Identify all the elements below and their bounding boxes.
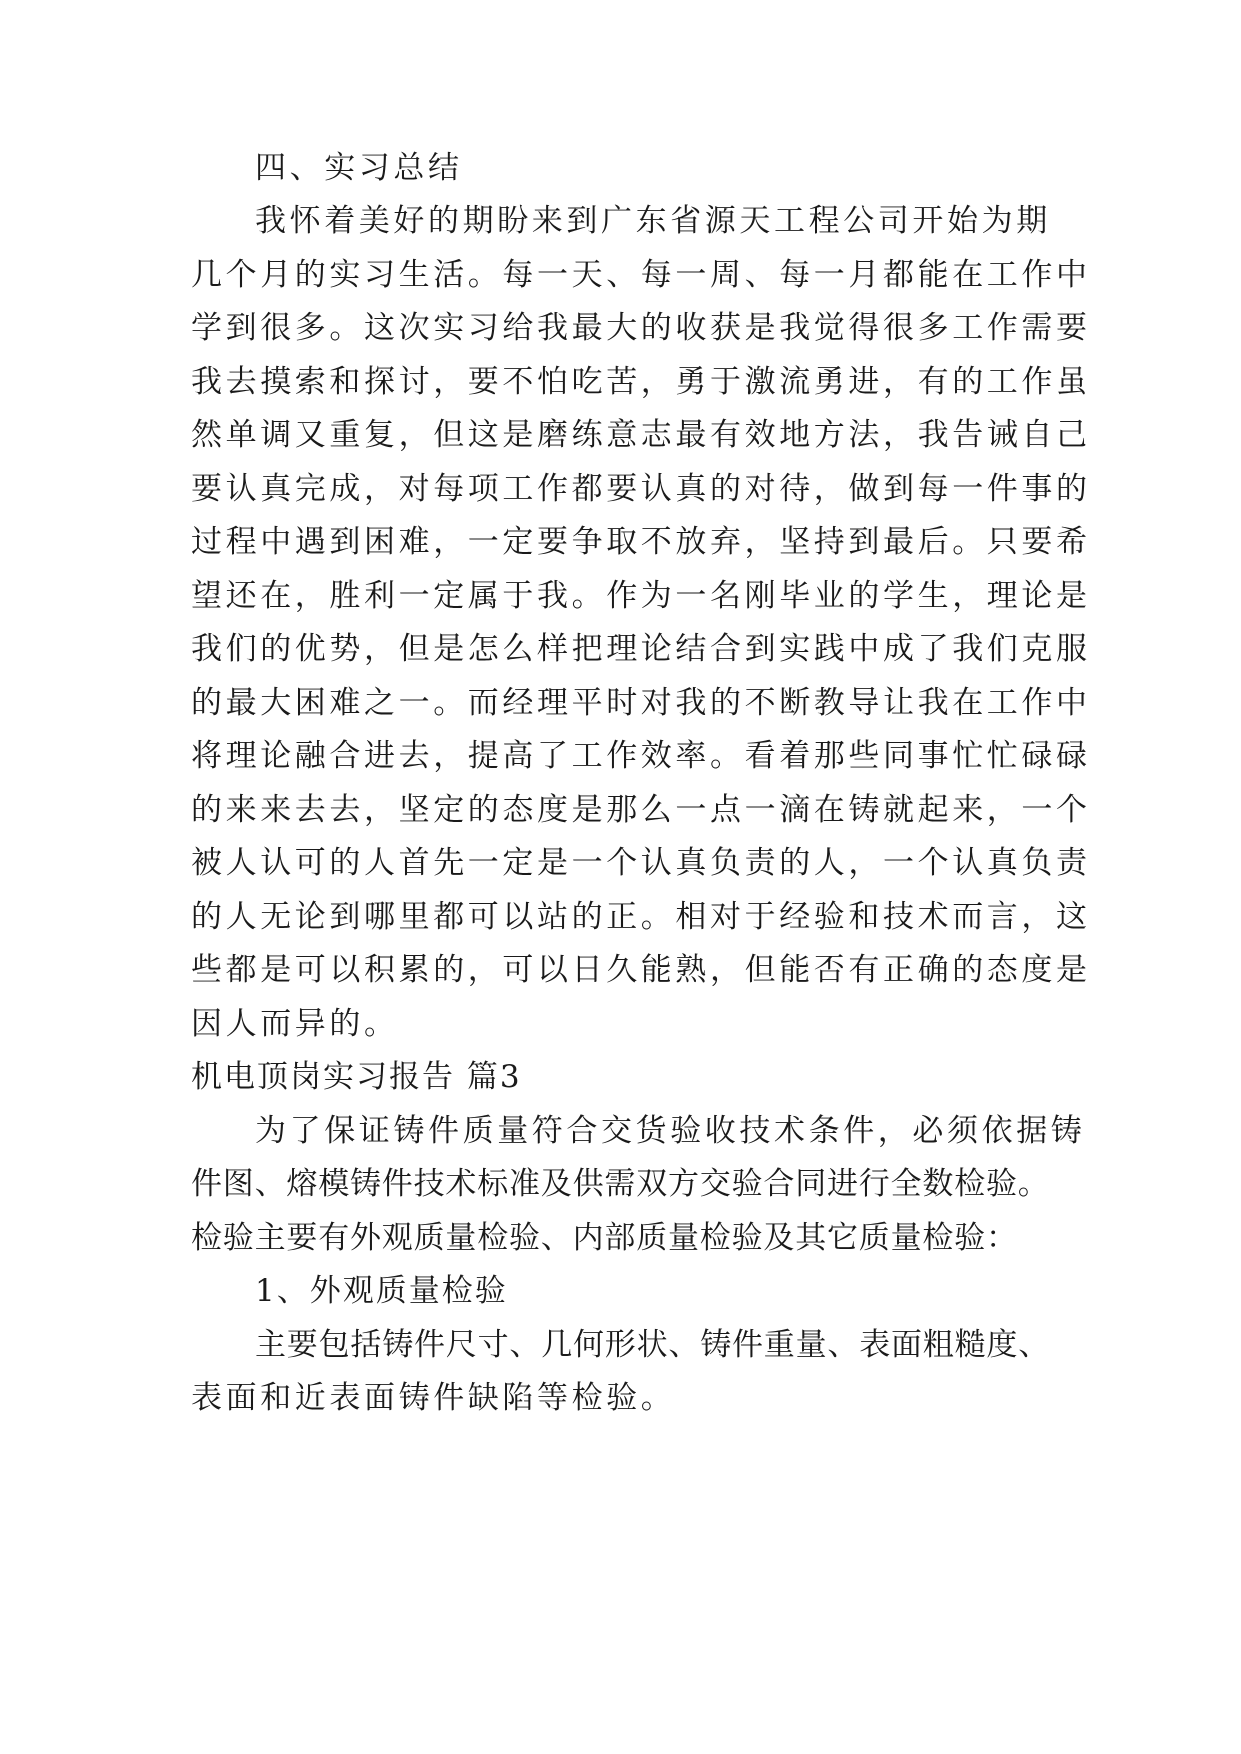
- paragraph-line: 件图、熔模铸件技术标准及供需双方交验合同进行全数检验。: [191, 1166, 1050, 1202]
- paragraph-line: 为了保证铸件质量符合交货验收技术条件，必须依据铸: [255, 1113, 1086, 1149]
- paragraph-line: 主要包括铸件尺寸、几何形状、铸件重量、表面粗糙度、: [255, 1327, 1050, 1363]
- paragraph-line: 过程中遇到困难，一定要争取不放弃，坚持到最后。只要希: [191, 524, 1091, 560]
- section-heading: 四、实习总结: [255, 150, 463, 186]
- paragraph-line: 我们的优势，但是怎么样把理论结合到实践中成了我们克服: [191, 631, 1091, 667]
- paragraph-line: 些都是可以积累的，可以日久能熟，但能否有正确的态度是: [191, 952, 1091, 988]
- paragraph-line: 的人无论到哪里都可以站的正。相对于经验和技术而言，这: [191, 899, 1091, 935]
- paragraph-line: 表面和近表面铸件缺陷等检验。: [191, 1380, 676, 1416]
- paragraph-line: 望还在，胜利一定属于我。作为一名刚毕业的学生，理论是: [191, 578, 1091, 614]
- paragraph-line: 的来来去去，坚定的态度是那么一点一滴在铸就起来，一个: [191, 792, 1091, 828]
- paragraph-line: 因人而异的。: [191, 1006, 399, 1042]
- paragraph-line: 被人认可的人首先一定是一个认真负责的人，一个认真负责: [191, 845, 1091, 881]
- paragraph-line: 几个月的实习生活。每一天、每一周、每一月都能在工作中: [191, 257, 1091, 293]
- paragraph-line: 我怀着美好的期盼来到广东省源天工程公司开始为期: [255, 203, 1051, 239]
- paragraph-line: 将理论融合进去，提高了工作效率。看着那些同事忙忙碌碌: [191, 738, 1091, 774]
- paragraph-line: 我去摸索和探讨，要不怕吃苦，勇于激流勇进，有的工作虽: [191, 364, 1091, 400]
- sub-heading: 1、外观质量检验: [255, 1273, 508, 1309]
- report-title: 机电顶岗实习报告 篇3: [191, 1059, 522, 1095]
- paragraph-line: 然单调又重复，但这是磨练意志最有效地方法，我告诫自己: [191, 417, 1091, 453]
- paragraph-line: 学到很多。这次实习给我最大的收获是我觉得很多工作需要: [191, 310, 1091, 346]
- paragraph-line: 检验主要有外观质量检验、内部质量检验及其它质量检验：: [191, 1220, 1018, 1256]
- paragraph-line: 的最大困难之一。而经理平时对我的不断教导让我在工作中: [191, 685, 1091, 721]
- paragraph-line: 要认真完成，对每项工作都要认真的对待，做到每一件事的: [191, 471, 1091, 507]
